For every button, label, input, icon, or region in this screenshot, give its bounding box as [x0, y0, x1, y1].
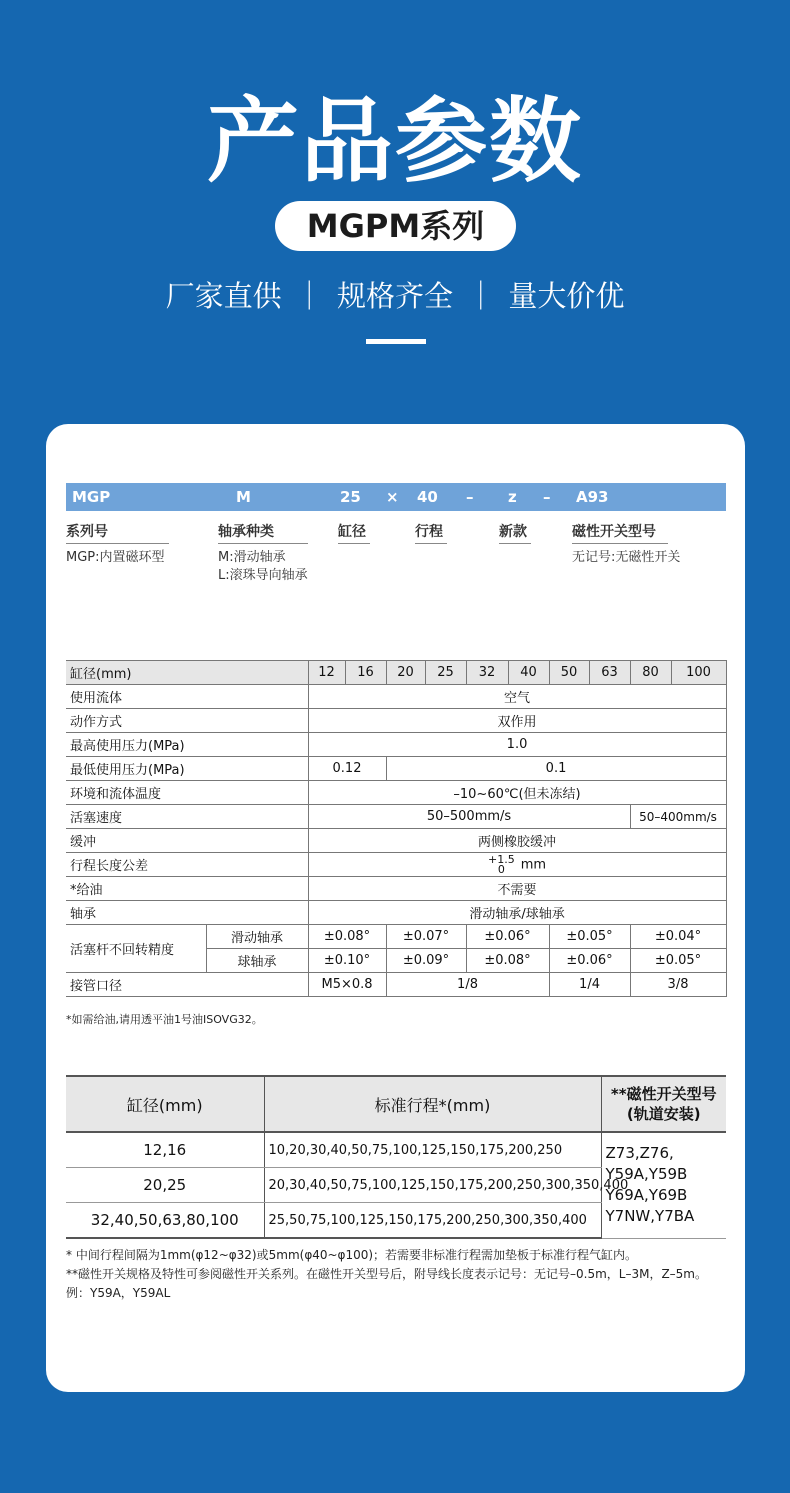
bore-cell: 63: [589, 661, 630, 685]
strokes-cell: 10,20,30,40,50,75,100,125,150,175,200,250: [264, 1132, 601, 1168]
row-label: 行程长度公差: [66, 853, 308, 877]
cell-value: ±0.10°: [308, 949, 386, 973]
legend-new-title: 新款: [499, 521, 531, 541]
table-row: [66, 781, 726, 805]
row-label: 环境和流体温度: [66, 781, 308, 805]
stroke-note: * 中间行程间隔为1mm(φ12~φ32)或5mm(φ40~φ100)；若需要非标准行程需加垫板于标准行程气缸内。: [66, 1248, 638, 1262]
row-label: 动作方式: [66, 709, 308, 733]
cell-value: ±0.08°: [308, 925, 386, 949]
bore-cell: 32: [466, 661, 508, 685]
bore-cell: 20: [386, 661, 425, 685]
cell-value: 空气: [308, 685, 726, 709]
cell-value: ±0.04°: [630, 925, 726, 949]
sub-label: 滑动轴承: [206, 925, 308, 949]
table-row: [66, 853, 726, 877]
cell-value: –10~60℃(但未冻结): [308, 781, 726, 805]
bore-cell: 25: [425, 661, 466, 685]
row-label: 最低使用压力(MPa): [66, 757, 308, 781]
table-row: [66, 733, 726, 757]
legend-switch-desc: 无记号:无磁性开关: [572, 550, 681, 565]
model-code-part: M: [236, 488, 251, 506]
table-row: [66, 757, 726, 781]
cell-value: ±0.06°: [466, 925, 549, 949]
bore-cell: 50: [549, 661, 589, 685]
row-label: 活塞速度: [66, 805, 308, 829]
row-label: 接管口径: [66, 973, 308, 997]
legend-series-desc: MGP:内置磁环型: [66, 550, 165, 565]
model-code-part: 40: [417, 488, 438, 506]
table-header-row: [66, 1076, 726, 1132]
stroke-note: **磁性开关规格及特性可参阅磁性开关系列。在磁性开关型号后，附导线长度表示记号：无记号–0.5m，L–3M，Z–5m。例：Y59A，Y59AL: [66, 1267, 707, 1300]
switch-models: Z73,Z76, Y59A,Y59B Y69A,Y69B Y7NW,Y7BA: [601, 1132, 726, 1238]
row-label: 最高使用压力(MPa): [66, 733, 308, 757]
strokes-cell: 25,50,75,100,125,150,175,200,250,300,350,400: [264, 1203, 601, 1239]
table-row: [66, 829, 726, 853]
cell-value: 两侧橡胶缓冲: [308, 829, 726, 853]
spec-card: [46, 424, 745, 1392]
legend-switch-title: 磁性开关型号: [572, 521, 668, 541]
legend-bore-title: 缸径: [338, 521, 370, 541]
legend-bearing-desc: M:滑动轴承: [218, 550, 286, 565]
cell-value: ±0.09°: [386, 949, 466, 973]
bore-cell: 20,25: [66, 1168, 264, 1203]
table-row: [66, 973, 726, 997]
model-code-part: 25: [340, 488, 361, 506]
spec-table: [66, 660, 727, 997]
cell-value: 滑动轴承/球轴承: [308, 901, 726, 925]
table-row: [66, 925, 726, 949]
model-code-part: A93: [576, 488, 609, 506]
tolerance-lower: 0: [497, 862, 505, 876]
bore-cell: 80: [630, 661, 671, 685]
legend-series-title: 系列号: [66, 521, 169, 541]
cell-value: [308, 853, 726, 877]
table-row: [66, 1132, 726, 1168]
bore-cell: 16: [345, 661, 386, 685]
cell-value: ±0.05°: [549, 925, 630, 949]
tolerance-unit: mm: [520, 857, 547, 872]
cell-value: ±0.08°: [466, 949, 549, 973]
cell-value: 3/8: [630, 973, 726, 997]
table-row: [66, 805, 726, 829]
bore-cell: 40: [508, 661, 549, 685]
cell-value: M5×0.8: [308, 973, 386, 997]
table-row: [66, 661, 726, 685]
cell-value: 50–400mm/s: [630, 805, 726, 829]
spec-note: *如需给油,请用透平油1号油ISOVG32。: [66, 1013, 263, 1026]
cell-value: ±0.06°: [549, 949, 630, 973]
legend-bearing-title: 轴承种类: [218, 521, 308, 541]
bore-cell: 100: [671, 661, 726, 685]
model-code-bar: [66, 483, 726, 511]
stroke-table: [66, 1075, 726, 1239]
stroke-notes: [66, 1246, 726, 1303]
sub-label: 球轴承: [206, 949, 308, 973]
table-row: [66, 709, 726, 733]
header-switch: **磁性开关型号 (轨道安装): [601, 1076, 726, 1132]
bore-cell: 32,40,50,63,80,100: [66, 1203, 264, 1239]
bore-cell: 12,16: [66, 1132, 264, 1168]
tolerance-upper: +1.5: [487, 852, 515, 866]
bore-cell: 12: [308, 661, 345, 685]
legend-stroke-title: 行程: [415, 521, 447, 541]
cell-value: 50–500mm/s: [308, 805, 630, 829]
cell-value: 0.12: [308, 757, 386, 781]
cell-value: ±0.07°: [386, 925, 466, 949]
slogan: 厂家直供 ｜ 规格齐全 ｜ 量大价优: [165, 279, 625, 313]
row-label: 使用流体: [66, 685, 308, 709]
model-code-part: ×: [386, 488, 399, 506]
cell-value: 1/4: [549, 973, 630, 997]
cell-value: 0.1: [386, 757, 726, 781]
table-row: [66, 901, 726, 925]
row-label: 缸径(mm): [66, 661, 308, 685]
legend-bearing-desc: L:滚珠导向轴承: [218, 568, 308, 583]
header-bore: 缸径(mm): [66, 1076, 264, 1132]
cell-value: 1/8: [386, 973, 549, 997]
table-row: [66, 685, 726, 709]
cell-value: 双作用: [308, 709, 726, 733]
cell-value: 不需要: [308, 877, 726, 901]
model-code-part: MGP: [72, 488, 111, 506]
model-code-part: z: [508, 488, 517, 506]
model-code-part: –: [466, 488, 474, 506]
page-title: 产品参数: [206, 88, 583, 195]
divider: [366, 339, 426, 344]
row-label: 活塞杆不回转精度: [66, 925, 206, 973]
row-label: 轴承: [66, 901, 308, 925]
table-row: [66, 877, 726, 901]
row-label: 缓冲: [66, 829, 308, 853]
strokes-cell: 20,30,40,50,75,100,125,150,175,200,250,300,350,400: [264, 1168, 601, 1203]
row-label: *给油: [66, 877, 308, 901]
header-stroke: 标准行程*(mm): [264, 1076, 601, 1132]
series-badge: MGPM系列: [275, 201, 516, 251]
model-code-part: –: [543, 488, 551, 506]
cell-value: ±0.05°: [630, 949, 726, 973]
cell-value: 1.0: [308, 733, 726, 757]
